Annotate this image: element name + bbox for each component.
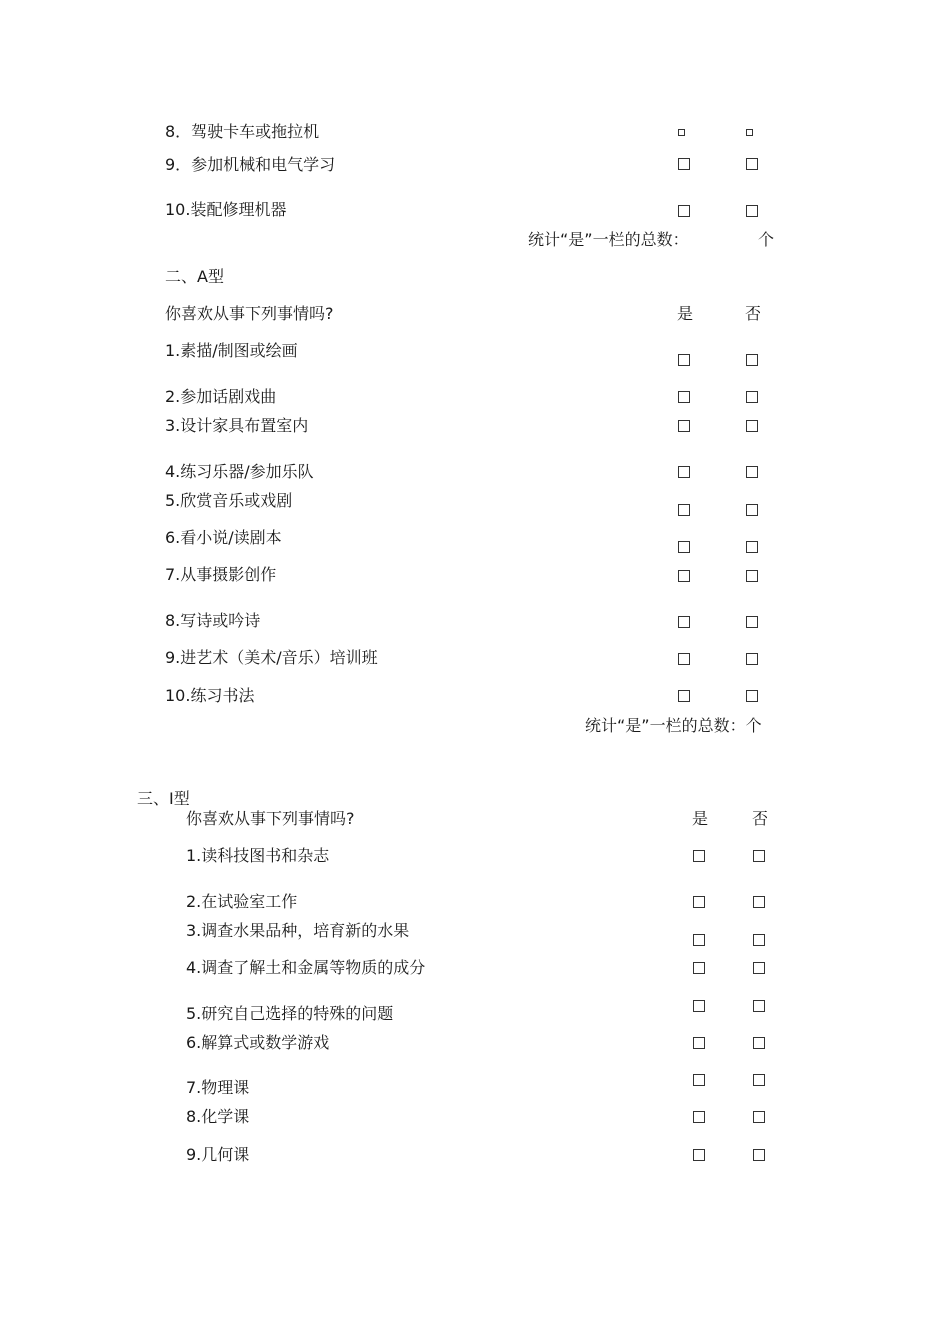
item-label: 8.写诗或吟诗	[165, 611, 261, 630]
no-checkbox[interactable]	[746, 541, 758, 553]
item-label: 4.练习乐器/参加乐队	[165, 462, 314, 481]
yes-checkbox[interactable]	[678, 391, 690, 403]
yes-column-header: 是	[677, 304, 694, 323]
yes-checkbox[interactable]	[693, 850, 705, 862]
item-label: 1.读科技图书和杂志	[186, 846, 330, 865]
yes-checkbox[interactable]	[678, 129, 685, 136]
yes-checkbox[interactable]	[693, 962, 705, 974]
no-checkbox[interactable]	[753, 1111, 765, 1123]
yes-checkbox[interactable]	[678, 690, 690, 702]
no-checkbox[interactable]	[746, 690, 758, 702]
no-checkbox[interactable]	[746, 205, 758, 217]
item-label: 5.欣赏音乐或戏剧	[165, 491, 293, 510]
yes-checkbox[interactable]	[678, 653, 690, 665]
yes-checkbox[interactable]	[678, 466, 690, 478]
item-label: 8．驾驶卡车或拖拉机	[165, 122, 320, 141]
yes-checkbox[interactable]	[693, 1000, 705, 1012]
item-label: 9.几何课	[186, 1145, 250, 1164]
question: 你喜欢从事下列事情吗?	[186, 809, 355, 828]
summary-unit: 个	[758, 230, 775, 249]
no-column-header: 否	[745, 304, 762, 323]
item-label: 9.进艺术（美术/音乐）培训班	[165, 648, 378, 667]
no-checkbox[interactable]	[753, 962, 765, 974]
item-label: 9．参加机械和电气学习	[165, 155, 336, 174]
item-label: 2.参加话剧戏曲	[165, 387, 277, 406]
item-label: 3.调查水果品种，培育新的水果	[186, 921, 410, 940]
no-checkbox[interactable]	[746, 504, 758, 516]
no-checkbox[interactable]	[753, 934, 765, 946]
no-checkbox[interactable]	[753, 1037, 765, 1049]
no-checkbox[interactable]	[753, 1074, 765, 1086]
item-label: 5.研究自己选择的特殊的问题	[186, 1004, 394, 1023]
yes-checkbox[interactable]	[678, 420, 690, 432]
summary-label: 统计“是”一栏的总数：	[528, 230, 689, 249]
no-checkbox[interactable]	[753, 896, 765, 908]
no-checkbox[interactable]	[746, 158, 758, 170]
yes-checkbox[interactable]	[678, 158, 690, 170]
no-checkbox[interactable]	[746, 653, 758, 665]
item-label: 6.看小说/读剧本	[165, 528, 282, 547]
no-checkbox[interactable]	[753, 1000, 765, 1012]
yes-column-header: 是	[692, 809, 709, 828]
question: 你喜欢从事下列事情吗?	[165, 304, 334, 323]
summary-label: 统计“是”一栏的总数：个	[585, 716, 762, 735]
item-label: 10.练习书法	[165, 686, 255, 705]
yes-checkbox[interactable]	[693, 1037, 705, 1049]
yes-checkbox[interactable]	[678, 354, 690, 366]
yes-checkbox[interactable]	[693, 1149, 705, 1161]
no-checkbox[interactable]	[753, 850, 765, 862]
yes-checkbox[interactable]	[693, 934, 705, 946]
no-checkbox[interactable]	[746, 354, 758, 366]
item-label: 7.物理课	[186, 1078, 250, 1097]
item-label: 1.素描/制图或绘画	[165, 341, 298, 360]
yes-checkbox[interactable]	[678, 205, 690, 217]
item-label: 7.从事摄影创作	[165, 565, 277, 584]
no-checkbox[interactable]	[746, 391, 758, 403]
no-checkbox[interactable]	[746, 616, 758, 628]
yes-checkbox[interactable]	[693, 1111, 705, 1123]
item-label: 8.化学课	[186, 1107, 250, 1126]
section-heading: 三、I型	[137, 789, 190, 808]
yes-checkbox[interactable]	[693, 1074, 705, 1086]
item-label: 10.装配修理机器	[165, 200, 287, 219]
yes-checkbox[interactable]	[678, 570, 690, 582]
yes-checkbox[interactable]	[678, 541, 690, 553]
no-checkbox[interactable]	[746, 129, 753, 136]
no-checkbox[interactable]	[746, 420, 758, 432]
yes-checkbox[interactable]	[678, 504, 690, 516]
yes-checkbox[interactable]	[693, 896, 705, 908]
no-column-header: 否	[752, 809, 769, 828]
no-checkbox[interactable]	[746, 570, 758, 582]
item-label: 3.设计家具布置室内	[165, 416, 309, 435]
no-checkbox[interactable]	[746, 466, 758, 478]
item-label: 6.解算式或数学游戏	[186, 1033, 330, 1052]
no-checkbox[interactable]	[753, 1149, 765, 1161]
yes-checkbox[interactable]	[678, 616, 690, 628]
item-label: 2.在试验室工作	[186, 892, 298, 911]
section-heading: 二、A型	[165, 267, 224, 286]
item-label: 4.调查了解土和金属等物质的成分	[186, 958, 426, 977]
